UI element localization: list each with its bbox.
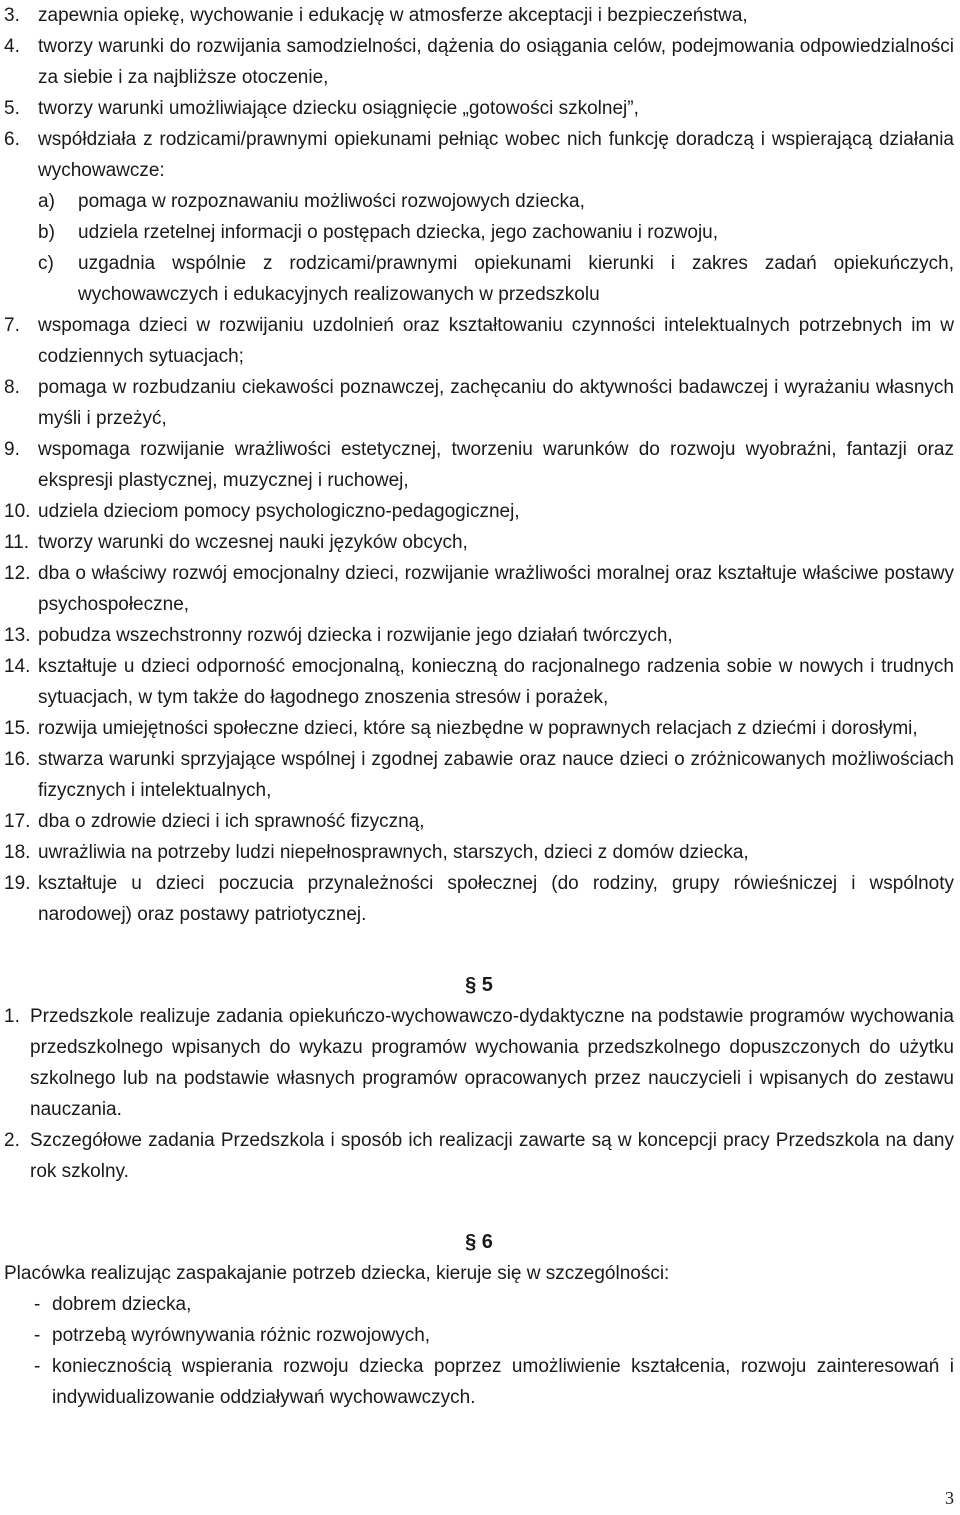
list-text: dba o zdrowie dzieci i ich sprawność fizyczną, — [38, 811, 425, 832]
list-number: 15. — [4, 718, 31, 739]
list-number: 18. — [4, 842, 31, 863]
sub-list-text: udziela rzetelnej informacji o postępach dziecka, jego zachowaniu i rozwoju, — [78, 222, 719, 243]
list-number: 5. — [4, 98, 20, 119]
list-text: wspomaga dzieci w rozwijaniu uzdolnień oraz kształtowaniu czynności intelektualnych potrzebnych im w codziennych sytuacjach; — [38, 315, 954, 367]
section6-intro: Placówka realizując zaspakajanie potrzeb dziecka, kieruje się w szczególności: — [4, 1263, 670, 1284]
list-item — [4, 651, 954, 713]
section5-list — [4, 1001, 954, 1187]
list-text: tworzy warunki do rozwijania samodzielności, dążenia do osiągania celów, podejmowania odpowiedzialności za siebie i za najbliższe otoczenie, — [38, 36, 954, 88]
page-number: 3 — [945, 1488, 954, 1508]
dash-marker: - — [34, 1356, 41, 1377]
dash-list-text: potrzebą wyrównywania różnic rozwojowych, — [52, 1325, 431, 1346]
list-text: udziela dzieciom pomocy psychologiczno-pedagogicznej, — [38, 501, 520, 522]
sub-list-label: b) — [38, 222, 55, 243]
sub-list-item — [38, 248, 954, 310]
list-text: Szczegółowe zadania Przedszkola i sposób ich realizacji zawarte są w koncepcji pracy Przedszkola na dany rok szkolny. — [30, 1130, 954, 1182]
list-text: zapewnia opiekę, wychowanie i edukację w atmosferze akceptacji i bezpieczeństwa, — [38, 5, 748, 26]
list-item — [4, 1001, 954, 1125]
sub-list-text: pomaga w rozpoznawaniu możliwości rozwojowych dziecka, — [78, 191, 585, 212]
list-number: 8. — [4, 377, 20, 398]
section-heading-6: § 6 — [465, 1231, 493, 1253]
list-item — [4, 558, 954, 620]
list-item — [4, 527, 954, 558]
list-item — [4, 744, 954, 806]
list-text: pobudza wszechstronny rozwój dziecka i rozwijanie jego działań twórczych, — [38, 625, 673, 646]
list-number: 10. — [4, 501, 31, 522]
list-number: 11. — [4, 532, 30, 553]
list-item — [4, 806, 954, 837]
list-number: 2. — [4, 1130, 20, 1151]
sub-list-item — [38, 186, 954, 217]
list-number: 7. — [4, 315, 20, 336]
sub-list-item — [38, 217, 954, 248]
sub-list-text: uzgadnia wspólnie z rodzicami/prawnymi opiekunami kierunki i zakres zadań opiekuńczych, wychowawczych i edukacyjnych realizowanych w przedszkolu — [78, 253, 954, 305]
dash-marker: - — [34, 1294, 41, 1315]
list-number: 19. — [4, 873, 31, 894]
list-item — [4, 93, 954, 124]
sub-list-label: a) — [38, 191, 55, 212]
list-number: 12. — [4, 563, 31, 584]
list-item — [4, 837, 954, 868]
list-number: 6. — [4, 129, 20, 150]
dash-list-item — [34, 1320, 954, 1351]
list-item — [4, 124, 954, 186]
list-number: 17. — [4, 811, 31, 832]
list-text: dba o właściwy rozwój emocjonalny dzieci, rozwijanie wrażliwości moralnej oraz kształtuje właściwe postawy psychospołeczne, — [38, 563, 954, 615]
dash-list-item — [34, 1351, 954, 1413]
list-text: rozwija umiejętności społeczne dzieci, które są niezbędne w poprawnych relacjach z dziećmi i dorosłymi, — [38, 718, 918, 739]
dash-list-text: koniecznością wspierania rozwoju dziecka poprzez umożliwienie kształcenia, rozwoju zainteresowań i indywidualizowanie oddziaływań wychowawczych. — [52, 1356, 954, 1408]
list-text: współdziała z rodzicami/prawnymi opiekunami pełniąc wobec nich funkcję doradczą i wspierającą działania wychowawcze: — [38, 129, 954, 181]
list-number: 14. — [4, 656, 31, 677]
list-number: 9. — [4, 439, 20, 460]
list-item — [4, 868, 954, 930]
list-text: tworzy warunki umożliwiające dziecku osiągnięcie „gotowości szkolnej”, — [38, 98, 639, 119]
list-text: Przedszkole realizuje zadania opiekuńczo-wychowawczo-dydaktyczne na podstawie programów wychowania przedszkolnego wpisanych do wykazu programów wychowania przedszkolnego dopuszczonych do użytku szkolnego lub na podstawie własnych programów opracowanych przez nauczycieli i wpisanych do zestawu nauczania. — [30, 1006, 954, 1120]
list-text: kształtuje u dzieci odporność emocjonalną, konieczną do racjonalnego radzenia sobie w nowych i trudnych sytuacjach, w tym także do łagodnego znoszenia stresów i porażek, — [38, 656, 954, 708]
dash-marker: - — [34, 1325, 41, 1346]
list-item — [4, 620, 954, 651]
dash-list-text: dobrem dziecka, — [52, 1294, 192, 1315]
list-item — [4, 1125, 954, 1187]
list-item — [4, 0, 954, 31]
list-text: stwarza warunki sprzyjające wspólnej i zgodnej zabawie oraz nauce dzieci o zróżnicowanych możliwościach fizycznych i intelektualnych, — [38, 749, 954, 801]
list-number: 1. — [4, 1006, 20, 1027]
list-text: wspomaga rozwijanie wrażliwości estetycznej, tworzeniu warunków do rozwoju wyobraźni, fantazji oraz ekspresji plastycznej, muzycznej i ruchowej, — [38, 439, 954, 491]
sub-list-label: c) — [38, 253, 54, 274]
list-number: 13. — [4, 625, 31, 646]
list-text: tworzy warunki do wczesnej nauki języków obcych, — [38, 532, 468, 553]
list-item — [4, 713, 954, 744]
list-number: 16. — [4, 749, 31, 770]
list-text: uwrażliwia na potrzeby ludzi niepełnosprawnych, starszych, dzieci z domów dziecka, — [38, 842, 749, 863]
section4-list — [4, 0, 954, 930]
list-item — [4, 434, 954, 496]
list-item — [4, 372, 954, 434]
section-heading-5: § 5 — [465, 974, 493, 996]
list-item — [4, 496, 954, 527]
dash-list-item — [34, 1289, 954, 1320]
list-item — [4, 31, 954, 93]
list-number: 3. — [4, 5, 20, 26]
list-text: kształtuje u dzieci poczucia przynależności społecznej (do rodziny, grupy rówieśniczej i wspólnoty narodowej) oraz postawy patriotycznej. — [38, 873, 954, 925]
section6-list — [4, 1289, 954, 1413]
list-text: pomaga w rozbudzaniu ciekawości poznawczej, zachęcaniu do aktywności badawczej i wyrażaniu własnych myśli i przeżyć, — [38, 377, 954, 429]
list-number: 4. — [4, 36, 20, 57]
list-item — [4, 310, 954, 372]
document-body — [4, 0, 954, 1413]
